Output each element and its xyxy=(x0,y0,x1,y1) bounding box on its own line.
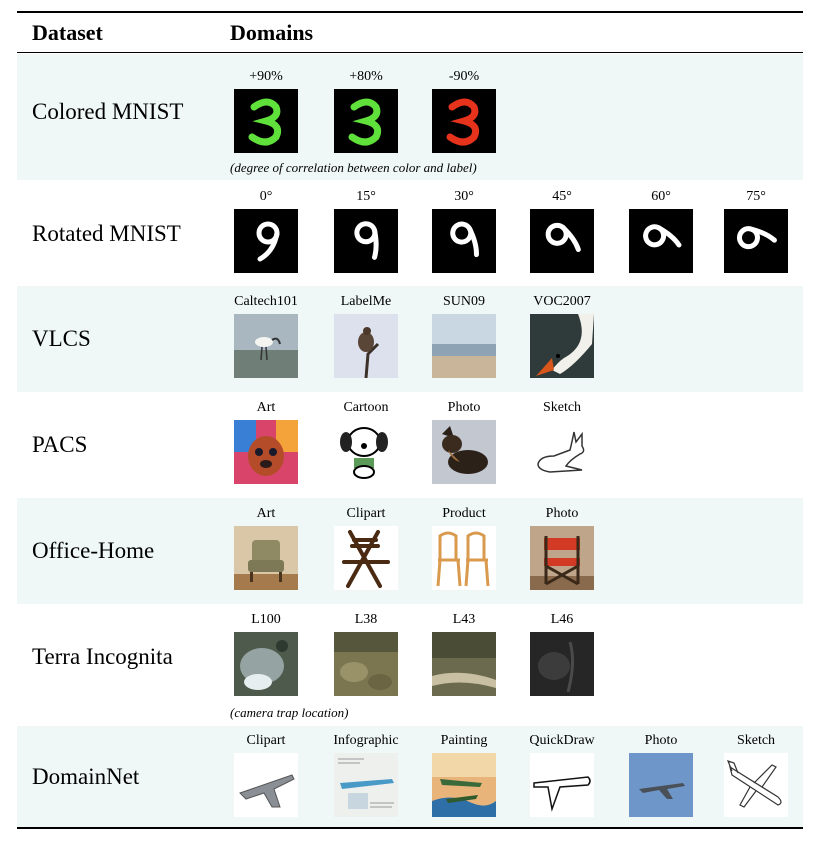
domain-label: L38 xyxy=(354,612,378,627)
domain-cell xyxy=(628,732,694,817)
table-row-vlcs xyxy=(17,286,803,392)
domain-label: Art xyxy=(256,506,276,521)
dog-painting-icon xyxy=(234,420,298,484)
domain-cell xyxy=(233,732,299,817)
beach-photo-icon xyxy=(432,314,496,378)
digit-9-rotated-75-icon xyxy=(724,209,788,273)
domain-cell xyxy=(431,732,497,817)
domain-cell xyxy=(333,188,399,273)
domain-cell xyxy=(529,505,595,590)
wooden-chairs-product-icon xyxy=(432,526,496,590)
airplane-infographic-icon xyxy=(334,753,398,817)
header-dataset: Dataset xyxy=(32,20,103,45)
digit-9-rotated-15-icon xyxy=(334,209,398,273)
domain-cell xyxy=(723,188,789,273)
table-row-office-home xyxy=(17,498,803,604)
domain-label: 45° xyxy=(552,189,572,204)
red-digit-3-icon xyxy=(432,89,496,153)
table-row-rotated-mnist xyxy=(17,180,803,286)
domain-cell xyxy=(431,399,497,484)
table-header xyxy=(17,12,803,52)
table-row-pacs xyxy=(17,392,803,498)
domain-cell xyxy=(723,732,789,817)
domain-label: SUN09 xyxy=(442,294,485,309)
domain-label: QuickDraw xyxy=(529,733,595,748)
camera-trap-l100-icon xyxy=(234,632,298,696)
domain-cell xyxy=(233,188,299,273)
row-note: (camera trap location) xyxy=(230,705,349,720)
domain-cell xyxy=(233,68,299,153)
dataset-name: VLCS xyxy=(32,326,91,351)
dataset-name: Office-Home xyxy=(32,538,155,563)
digit-9-rotated-60-icon xyxy=(629,209,693,273)
cartoon-dog-icon xyxy=(334,420,398,484)
bottom-rule xyxy=(17,827,803,829)
domain-cell xyxy=(529,293,595,378)
domain-cell xyxy=(431,505,497,590)
domain-label: L46 xyxy=(550,612,574,627)
domain-label: 75° xyxy=(746,189,766,204)
plane-painting-icon xyxy=(432,753,496,817)
domain-cell xyxy=(333,399,399,484)
ibis-bird-photo-icon xyxy=(234,314,298,378)
row-note: (degree of correlation between color and label) xyxy=(230,160,477,175)
domain-label: Photo xyxy=(447,400,481,415)
domain-label: L100 xyxy=(251,612,281,627)
domain-cell xyxy=(333,732,399,817)
plane-sketch-icon xyxy=(724,753,788,817)
digit-9-rotated-0-icon xyxy=(234,209,298,273)
domain-label: Sketch xyxy=(736,733,776,748)
domain-label: Cartoon xyxy=(343,400,389,415)
dataset-name: Rotated MNIST xyxy=(32,221,181,246)
domain-cell xyxy=(233,611,299,696)
domain-label: 15° xyxy=(356,189,376,204)
domain-label: 30° xyxy=(454,189,474,204)
swan-photo-icon xyxy=(530,314,594,378)
table-row-terra-incognita xyxy=(17,604,803,726)
director-chair-photo-icon xyxy=(530,526,594,590)
domain-cell xyxy=(529,399,595,484)
jet-clipart-icon xyxy=(234,753,298,817)
domain-label: Product xyxy=(442,506,486,521)
dataset-name: Colored MNIST xyxy=(32,99,184,124)
domain-label: LabelMe xyxy=(340,294,392,309)
domain-label: -90% xyxy=(448,69,480,84)
armchair-painting-icon xyxy=(234,526,298,590)
dataset-name: Terra Incognita xyxy=(32,644,173,669)
domain-cell xyxy=(233,505,299,590)
domain-cell xyxy=(529,188,595,273)
domain-cell xyxy=(333,293,399,378)
domain-label: L43 xyxy=(452,612,476,627)
folding-chair-clipart-icon xyxy=(334,526,398,590)
domain-label: 0° xyxy=(259,189,273,204)
plane-quickdraw-icon xyxy=(530,753,594,817)
domain-label: Painting xyxy=(440,733,488,748)
domain-cell xyxy=(233,293,299,378)
digit-9-rotated-30-icon xyxy=(432,209,496,273)
dataset-name: PACS xyxy=(32,432,88,457)
table-row-colored-mnist xyxy=(17,54,803,180)
jet-photo-icon xyxy=(629,753,693,817)
green-digit-3-icon xyxy=(234,89,298,153)
camera-trap-l38-icon xyxy=(334,632,398,696)
domain-cell xyxy=(233,399,299,484)
dog-photo-icon xyxy=(432,420,496,484)
domain-cell xyxy=(333,505,399,590)
domain-cell xyxy=(431,188,497,273)
domain-cell xyxy=(529,611,595,696)
camera-trap-l46-night-icon xyxy=(530,632,594,696)
domain-label: +90% xyxy=(249,69,283,84)
domain-label: 60° xyxy=(651,189,671,204)
domain-label: VOC2007 xyxy=(533,294,591,309)
domain-cell xyxy=(333,611,399,696)
domain-label: Art xyxy=(256,400,276,415)
domain-label: Infographic xyxy=(333,733,399,748)
dog-sketch-icon xyxy=(530,420,594,484)
table-row-domainnet xyxy=(17,726,803,827)
domain-label: +80% xyxy=(349,69,383,84)
domain-label: Photo xyxy=(545,506,579,521)
digit-9-rotated-45-icon xyxy=(530,209,594,273)
domain-label: Photo xyxy=(644,733,678,748)
header-domains: Domains xyxy=(230,20,314,45)
dataset-name: DomainNet xyxy=(32,764,140,789)
domain-label: Sketch xyxy=(542,400,582,415)
camera-trap-l43-icon xyxy=(432,632,496,696)
bird-on-branch-photo-icon xyxy=(334,314,398,378)
domain-cell xyxy=(431,611,497,696)
domain-label: Clipart xyxy=(346,506,386,521)
domain-label: Clipart xyxy=(246,733,286,748)
domain-cell xyxy=(333,68,399,153)
domain-cell xyxy=(529,732,595,817)
header-rule xyxy=(17,52,803,53)
domain-cell xyxy=(431,293,497,378)
domain-cell xyxy=(431,68,497,153)
domain-cell xyxy=(628,188,694,273)
domain-label: Caltech101 xyxy=(234,294,298,309)
green-digit-3-icon xyxy=(334,89,398,153)
